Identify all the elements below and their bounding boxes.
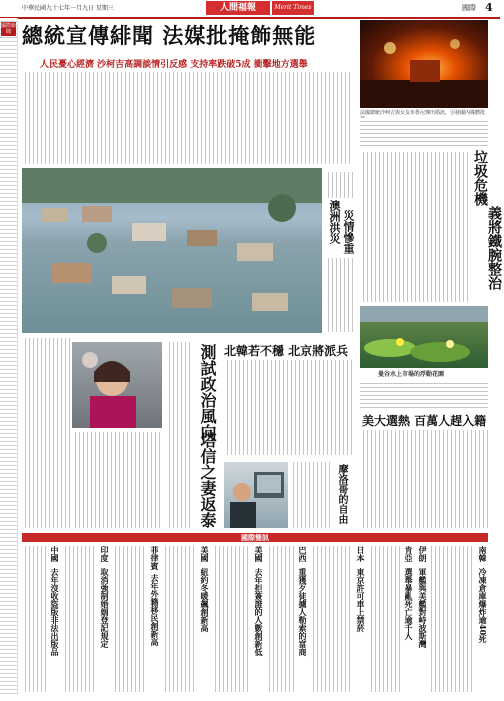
brief-tag: 伊朗: [418, 546, 428, 562]
brief-title: 去年拒簽證的人數創新低: [254, 568, 264, 656]
brief-body: [428, 546, 474, 692]
briefs-title: 國際簡訊: [241, 533, 269, 542]
floating-market-caption-title: 曼谷水上市場的浮動花園: [378, 371, 445, 378]
brief-tag: 菲律賓: [150, 546, 160, 570]
brief-tag: 巴西: [298, 546, 308, 562]
korea-article-body: [224, 360, 354, 455]
brief-title: 冷凍倉庫爆炸逾40死: [478, 568, 488, 644]
flood-headline-2: 災情慘重: [342, 210, 355, 254]
taiwan-headline: 測試政治風向: [198, 344, 217, 440]
brief-tag: 印度: [100, 546, 110, 562]
morocco-photo-art: [224, 462, 288, 528]
left-column-article-body: [22, 338, 70, 528]
brief-title: 重獲歹徒擄人勒索的富商: [298, 568, 308, 656]
concert-photo: [360, 20, 488, 108]
morocco-article-body: [290, 462, 330, 528]
brief-body: [212, 546, 250, 692]
brief-body: [310, 546, 352, 692]
thaksin-wife-photo: [72, 342, 162, 428]
brief-title: 東京許可車上禁菸: [356, 568, 366, 632]
trash-headline-2: 義將鐵腕整治: [486, 206, 502, 290]
brief-body: [368, 546, 400, 692]
taiwan-headline-2: 塔信之妻返泰: [198, 432, 217, 528]
us-election-headline: 美大選熱 百萬人趕入籍: [362, 414, 487, 428]
brief-body: [62, 546, 96, 692]
trash-article-body: [360, 152, 468, 302]
flood-photo: [22, 168, 322, 333]
morocco-headline: 摩洛哥的自由: [336, 464, 347, 524]
concert-caption-body: [360, 118, 488, 148]
brief-tag: 肯亞: [404, 546, 414, 562]
thaksin-caption-body: [72, 432, 162, 528]
brief-title: 去年外籍移民創新高: [150, 574, 160, 646]
morocco-photo: [224, 462, 288, 528]
floating-market-caption: [360, 380, 488, 408]
side-index-strip: [0, 18, 18, 694]
brief-title: 紐約冬暖飆創新高: [200, 568, 210, 632]
flood-article-body: [325, 258, 353, 332]
korea-headline: 北韓若不穩 北京將派兵: [224, 344, 349, 358]
brief-title: 選舉暴亂死亡逾千人: [404, 568, 414, 640]
trash-headline: 垃圾危機: [472, 150, 488, 206]
brief-title: 軍艦與美艦對峙波斯灣: [418, 568, 428, 648]
brief-body: [22, 546, 46, 692]
lead-subhead: 人民憂心經濟 沙柯吉高調談情引反感 支持率跌破5成 衝擊地方選舉: [40, 60, 308, 70]
us-election-article-body: [360, 430, 488, 528]
page-number: 4: [485, 1, 493, 14]
thaksin-wife-photo-art: [72, 342, 162, 428]
brief-tag: 美國: [200, 546, 210, 562]
flood-photo-art: [22, 168, 322, 333]
section-name: 國際: [462, 4, 476, 12]
brief-title: 去年沒收盜版非法出版品: [50, 568, 60, 656]
newspaper-logo: 人間福報: [206, 1, 270, 15]
concert-photo-art: [360, 20, 488, 108]
lead-article-body: [22, 72, 352, 164]
lead-headline: 總統宣傳緋聞 法媒批掩飾無能: [22, 23, 317, 48]
brief-tag: 中國: [50, 546, 60, 562]
side-index-title: 國際新聞: [1, 23, 17, 35]
brief-body: [112, 546, 146, 692]
flood-article-body-top: [325, 172, 353, 198]
concert-photo-caption: 法國總統沙柯吉與女友布魯尼傳出婚訊，引發國內媒體批: [360, 110, 486, 116]
brief-tag: 日本: [356, 546, 366, 562]
floating-market-photo: [360, 306, 488, 368]
brief-body: [266, 546, 294, 692]
issue-date: 中華民國九十七年一月九日 星期三: [22, 5, 114, 12]
brief-body: [162, 546, 196, 692]
floating-market-photo-art: [360, 306, 488, 368]
newspaper-english-name: Merit Times: [272, 1, 314, 15]
brief-tag: 南韓: [478, 546, 488, 562]
flood-headline: 澳洲洪災: [328, 200, 341, 244]
brief-title: 取消強制婚姻登記規定: [100, 568, 110, 648]
brief-tag: 美國: [254, 546, 264, 562]
taiwan-article-body: [166, 342, 192, 528]
